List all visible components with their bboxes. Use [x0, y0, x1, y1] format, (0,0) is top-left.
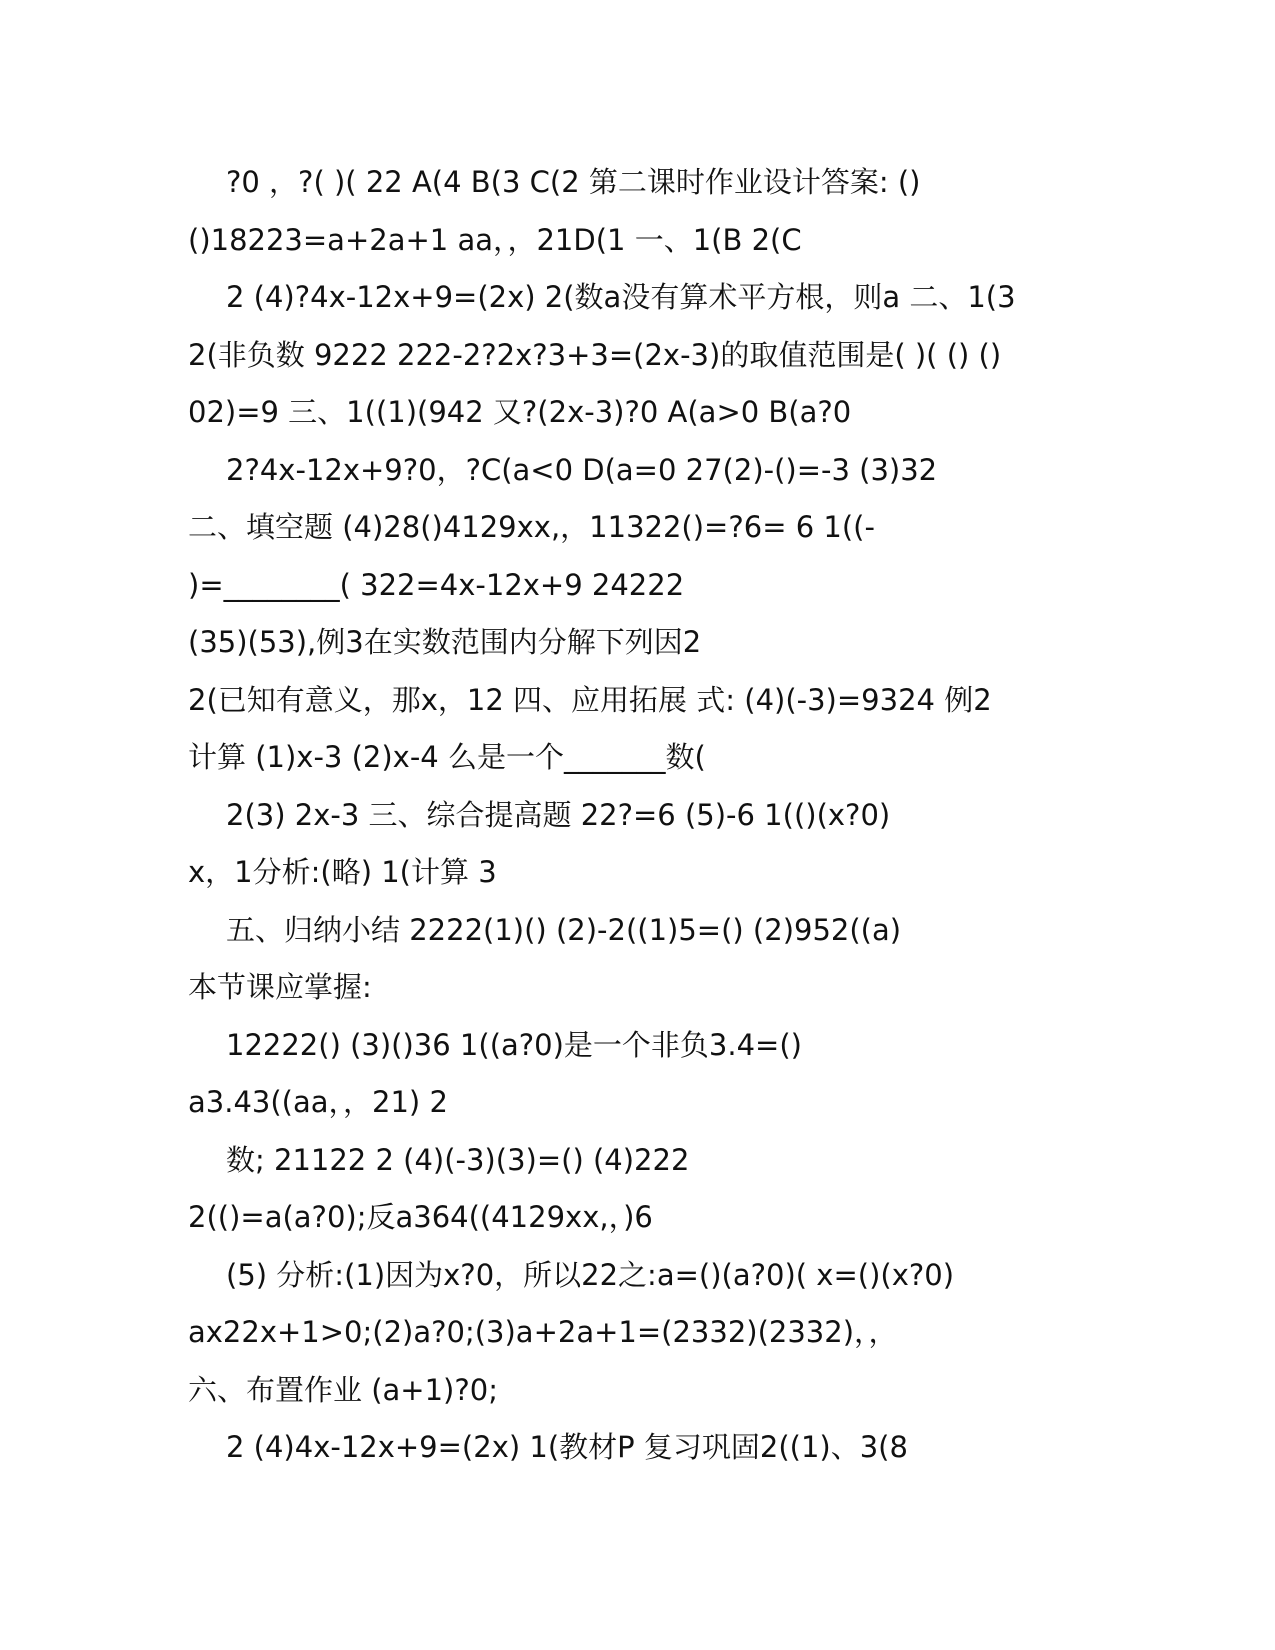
text-line: )=________( 322=4x-12x+9 24222 [188, 567, 685, 602]
text-line: 12222() (3)()36 1((a?0)是一个非负3.4=() [226, 1027, 802, 1062]
document-body [188, 154, 1088, 1477]
text-line: (5) 分析:(1)因为x?0，所以22之:a=()(a?0)( x=()(x?0) [226, 1257, 955, 1292]
text-line: 二、填空题 (4)28()4129xx,，11322()=?6= 6 1((- [188, 510, 875, 544]
text-line: 02)=9 三、1((1)(942 又?(2x-3)?0 A(a>0 B(a?0 [188, 395, 852, 429]
text-line: 2 (4)?4x-12x+9=(2x) 2(数a没有算术平方根，则a 二、1(3 [226, 280, 1016, 314]
text-line: 2 (4)4x-12x+9=(2x) 1(教材P 复习巩固2((1)、3(8 [226, 1430, 908, 1464]
text-line: 数; 21122 2 (4)(-3)(3)=() (4)222 [226, 1142, 690, 1177]
text-line: 2(()=a(a?0);反a364((4129xx,，)6 [188, 1200, 653, 1234]
text-line: ?0 ，?( )( 22 A(4 B(3 C(2 第二课时作业设计答案: () [226, 165, 921, 199]
text-line: 六、布置作业 (a+1)?0; [188, 1372, 498, 1407]
text-line: 2(已知有意义，那x，12 四、应用拓展 式: (4)(-3)=9324 例2 [188, 682, 992, 717]
text-line: 2(非负数 9222 222-2?2x?3+3=(2x-3)的取值范围是( )( () () [188, 337, 1002, 372]
text-line: x，1分析:(略) 1(计算 3 [188, 855, 497, 889]
text-line: 2(3) 2x-3 三、综合提高题 22?=6 (5)-6 1(()(x?0) [226, 797, 891, 832]
text-line: 计算 (1)x-3 (2)x-4 么是一个_______数( [188, 740, 706, 774]
text-line: 2?4x-12x+9?0，?C(a<0 D(a=0 27(2)-()=-3 (3)32 [226, 452, 938, 487]
text-line: ax22x+1>0;(2)a?0;(3)a+2a+1=(2332)(2332)，， [188, 1315, 898, 1349]
text-line: 五、归纳小结 2222(1)() (2)-2((1)5=() (2)952((a) [226, 912, 902, 947]
text-line: ()18223=a+2a+1 aa，，21D(1 一、1(B 2(C [188, 222, 802, 257]
text-line: 本节课应掌握: [188, 970, 372, 1004]
text-line: a3.43((aa，，21) 2 [188, 1085, 448, 1119]
text-line: (35)(53),例3在实数范围内分解下列因2 [188, 625, 702, 659]
